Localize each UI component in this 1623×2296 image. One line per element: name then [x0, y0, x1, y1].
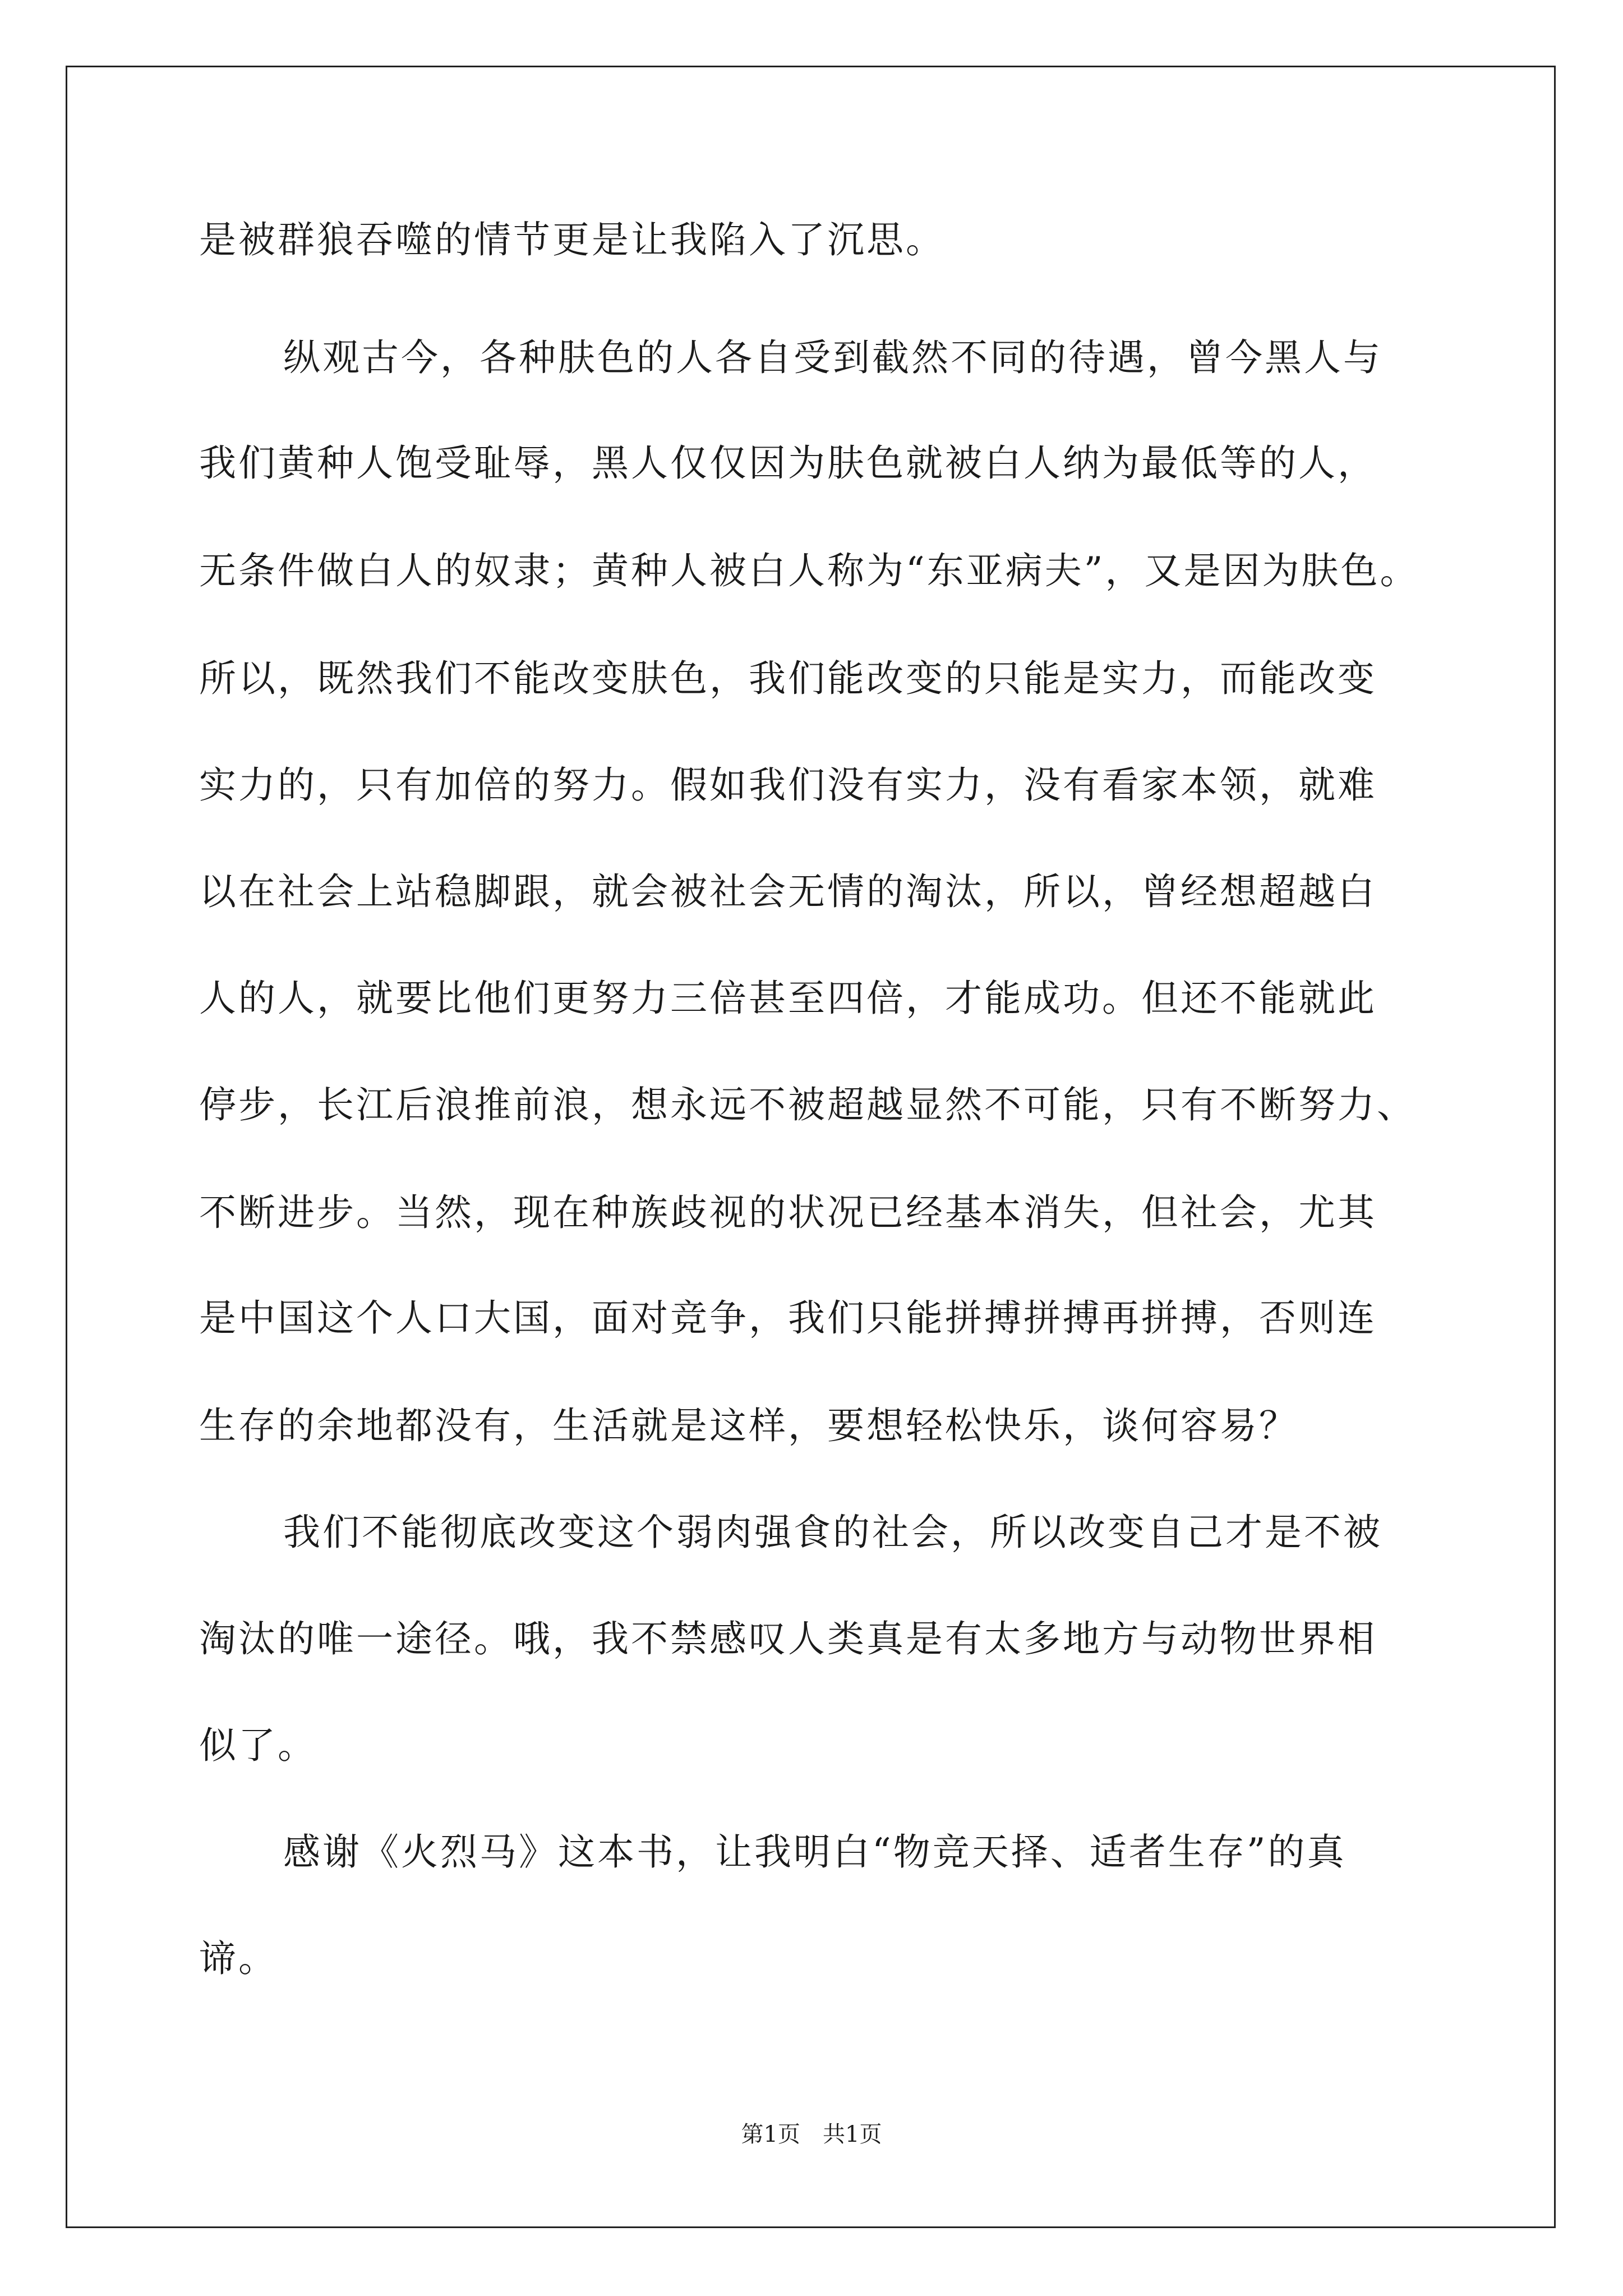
text-line: 生存的余地都没有，生活就是这样，要想轻松快乐，谈何容易？ — [199, 1404, 1298, 1447]
text-line: 人的人，就要比他们更努力三倍甚至四倍，才能成功。但还不能就此 — [199, 977, 1377, 1020]
text-line: 淘汰的唯一途径。哦，我不禁感叹人类真是有太多地方与动物世界相 — [199, 1617, 1377, 1660]
text-line: 谛。 — [199, 1937, 278, 1980]
text-line: 不断进步。当然，现在种族歧视的状况已经基本消失，但社会，尤其 — [199, 1191, 1377, 1234]
text-line: 我们不能彻底改变这个弱肉强食的社会，所以改变自己才是不被 — [283, 1511, 1382, 1554]
page-border — [66, 66, 1556, 2228]
text-line: 是被群狼吞噬的情节更是让我陷入了沉思。 — [199, 218, 945, 261]
text-line: 是中国这个人口大国，面对竞争，我们只能拼搏拼搏再拼搏，否则连 — [199, 1296, 1377, 1340]
text-line: 以在社会上站稳脚跟，就会被社会无情的淘汰，所以，曾经想超越白 — [199, 870, 1377, 913]
text-line: 似了。 — [199, 1724, 317, 1767]
text-line: 无条件做白人的奴隶；黄种人被白人称为“东亚病夫”，又是因为肤色。 — [199, 549, 1419, 592]
text-line: 实力的，只有加倍的努力。假如我们没有实力，没有看家本领，就难 — [199, 763, 1377, 807]
text-line: 感谢《火烈马》这本书，让我明白“物竞天择、适者生存”的真 — [283, 1830, 1347, 1874]
text-line: 停步，长江后浪推前浪，想永远不被超越显然不可能，只有不断努力、 — [199, 1083, 1416, 1126]
text-line: 我们黄种人饱受耻辱，黑人仅仅因为肤色就被白人纳为最低等的人， — [199, 441, 1377, 485]
page-number: 第1页 共1页 — [741, 2122, 882, 2147]
text-line: 所以，既然我们不能改变肤色，我们能改变的只能是实力，而能改变 — [199, 657, 1377, 700]
text-line: 纵观古今，各种肤色的人各自受到截然不同的待遇，曾今黑人与 — [283, 336, 1382, 379]
